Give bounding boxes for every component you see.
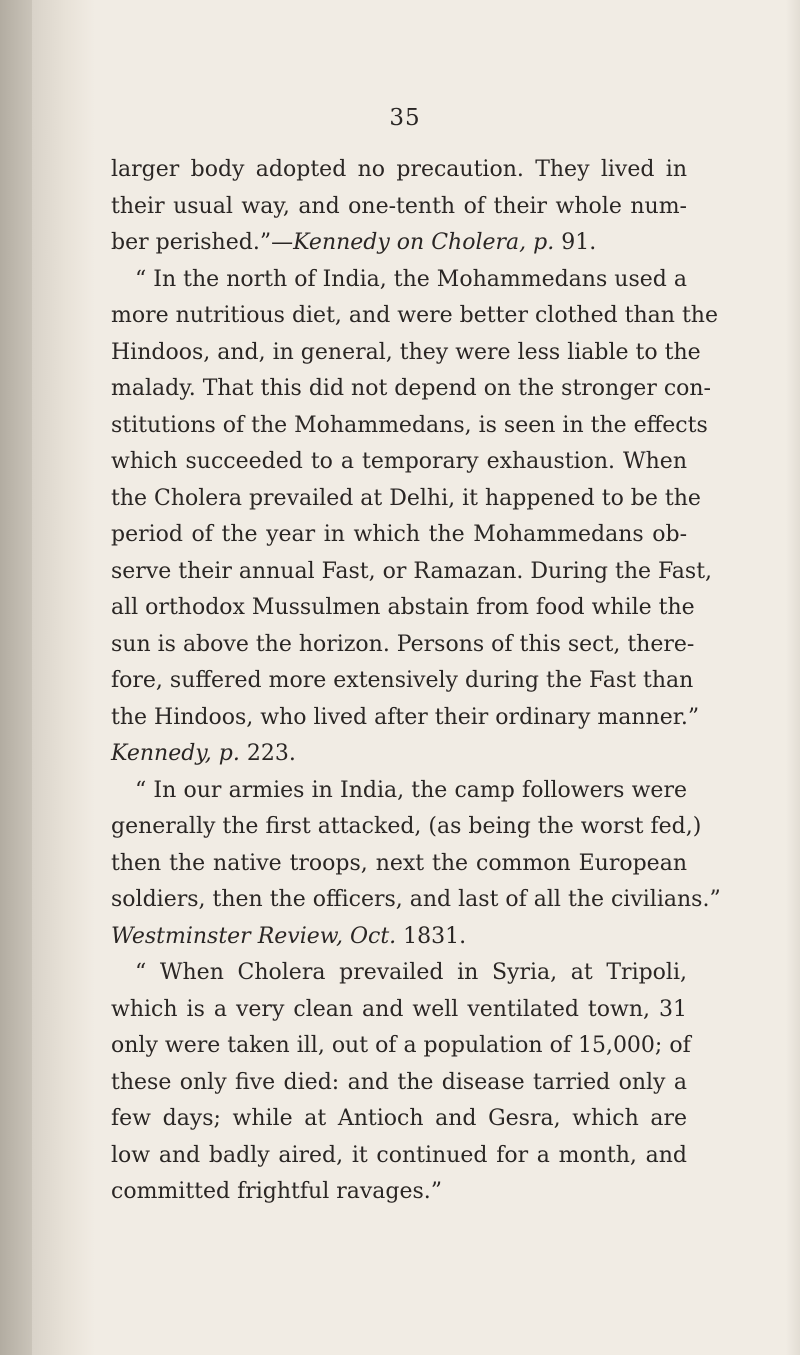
line-fragment: ber perished.”— bbox=[111, 230, 294, 255]
text-line bbox=[111, 919, 687, 956]
citation-text: Kennedy, p. bbox=[111, 741, 240, 766]
text-line: the Hindoos, who lived after their ordinary manner.” bbox=[111, 704, 700, 730]
text-line: committed frightful ravages.” bbox=[111, 1179, 443, 1204]
text-line: fore, suffered more extensively during the Fast than bbox=[111, 668, 694, 693]
line-fragment: 1831. bbox=[396, 923, 467, 949]
text-line: malady. That this did not depend on the stronger con- bbox=[111, 376, 711, 401]
text-line: “ When Cholera prevailed in Syria, at Tripoli, bbox=[135, 960, 687, 985]
text-line: larger body adopted no precaution. They lived in bbox=[111, 157, 687, 182]
binding-edge bbox=[0, 0, 32, 1355]
text-line: which is a very clean and well ventilated town, 31 bbox=[111, 996, 687, 1022]
text-line: few days; while at Antioch and Gesra, which are bbox=[111, 1106, 687, 1131]
text-line: “ In the north of India, the Mohammedans used a bbox=[135, 266, 687, 292]
text-line: Hindoos, and, in general, they were less liable to the bbox=[111, 339, 701, 365]
text-line: serve their annual Fast, or Ramazan. During the Fast, bbox=[111, 558, 713, 584]
line-fragment: 223. bbox=[239, 741, 296, 766]
text-line: the Cholera prevailed at Delhi, it happened to be the bbox=[111, 485, 701, 511]
text-line: low and badly aired, it continued for a month, and bbox=[111, 1142, 687, 1168]
text-line: “ In our armies in India, the camp followers were bbox=[135, 777, 687, 803]
citation-text: Westminster Review, Oct. bbox=[111, 923, 397, 949]
text-line: more nutritious diet, and were better clothed than the bbox=[111, 303, 718, 328]
text-line: only were taken ill, out of a population of 15,000; of bbox=[111, 1033, 691, 1058]
text-line: sun is above the horizon. Persons of this sect, there- bbox=[111, 631, 695, 657]
text-line bbox=[111, 225, 687, 262]
text-line: their usual way, and one-tenth of their whole num- bbox=[111, 193, 687, 219]
page-right-edge bbox=[786, 0, 800, 1355]
line-fragment: 91. bbox=[554, 230, 597, 255]
page-number: 35 bbox=[389, 105, 421, 131]
text-line bbox=[111, 736, 687, 773]
body-text bbox=[111, 152, 721, 1211]
text-line: these only five died: and the disease tarried only a bbox=[111, 1069, 687, 1095]
text-line: stitutions of the Mohammedans, is seen in the effects bbox=[111, 412, 708, 438]
text-line: then the native troops, next the common European bbox=[111, 850, 687, 876]
text-line: which succeeded to a temporary exhaustion. When bbox=[111, 449, 687, 474]
text-line: period of the year in which the Mohammedans ob- bbox=[111, 522, 687, 547]
text-line: all orthodox Mussulmen abstain from food while the bbox=[111, 595, 695, 620]
citation-text: Kennedy on Cholera, p. bbox=[293, 230, 555, 255]
text-line: generally the first attacked, (as being the worst fed,) bbox=[111, 814, 702, 839]
text-line: soldiers, then the officers, and last of all the civilians.” bbox=[111, 887, 721, 912]
